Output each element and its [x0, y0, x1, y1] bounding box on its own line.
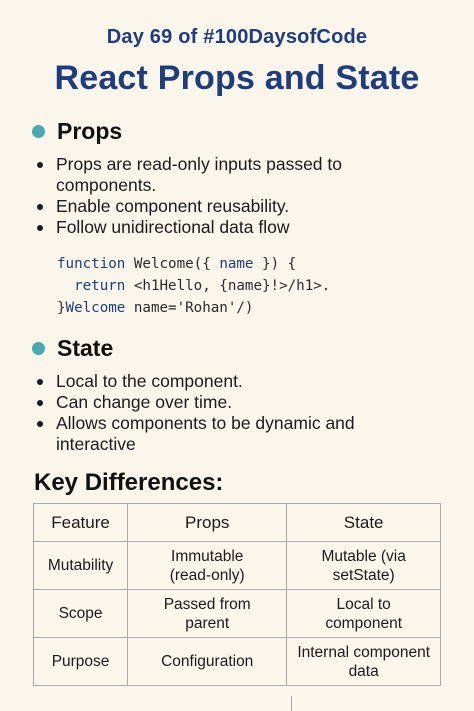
page-subtitle: Day 69 of #100DaysofCode	[106, 26, 368, 48]
table-row	[34, 638, 441, 686]
code-text: }) {	[253, 256, 297, 272]
table-cell: Configuration	[128, 638, 287, 686]
list-item: Local to the component.	[36, 371, 446, 392]
differences-table	[33, 503, 441, 686]
table-cell: Mutable (via setState)	[287, 542, 441, 590]
code-keyword: return	[74, 278, 126, 294]
table-header-cell: Feature	[34, 504, 128, 542]
table-cell: Local to component	[287, 590, 441, 638]
table-row	[34, 542, 441, 590]
code-keyword: function	[57, 256, 126, 272]
code-snippet	[57, 253, 330, 319]
code-text: <h1Hello, {name}!>/h1>.	[125, 278, 331, 294]
props-heading-label: Props	[57, 118, 123, 144]
table-cell: Passed from parent	[128, 590, 287, 638]
props-heading	[32, 118, 122, 145]
table-cell: Internal component data	[287, 638, 441, 686]
list-item: Allows components to be dynamic and interactive	[36, 413, 396, 455]
state-heading-label: State	[57, 335, 114, 361]
code-keyword: Welcome	[65, 300, 126, 316]
code-text: }	[57, 300, 66, 316]
table-cell: Mutability	[34, 542, 128, 590]
table-cell: Purpose	[34, 638, 128, 686]
table-cell: Scope	[34, 590, 128, 638]
table-cell: Immutable (read-only)	[128, 542, 287, 590]
code-text: name='Rohan'/)	[125, 300, 254, 316]
state-bullet-list	[36, 371, 446, 455]
list-item: Can change over time.	[36, 392, 446, 413]
divider	[291, 696, 292, 711]
page-title: React Props and State	[54, 59, 420, 97]
table-header-cell: State	[287, 504, 441, 542]
teal-dot-icon	[32, 342, 45, 355]
list-item: Follow unidirectional data flow	[36, 217, 446, 238]
teal-dot-icon	[32, 125, 45, 138]
code-text: Welcome({	[125, 256, 220, 272]
key-differences-title: Key Differences:	[34, 469, 224, 496]
list-item: Props are read-only inputs passed to components.	[36, 154, 386, 196]
list-item: Enable component reusability.	[36, 196, 446, 217]
table-header-row	[34, 504, 441, 542]
code-keyword: name	[219, 256, 254, 272]
table-header-cell: Props	[128, 504, 287, 542]
state-heading	[32, 335, 113, 362]
props-bullet-list	[36, 154, 446, 238]
table-row	[34, 590, 441, 638]
code-text	[57, 278, 74, 294]
